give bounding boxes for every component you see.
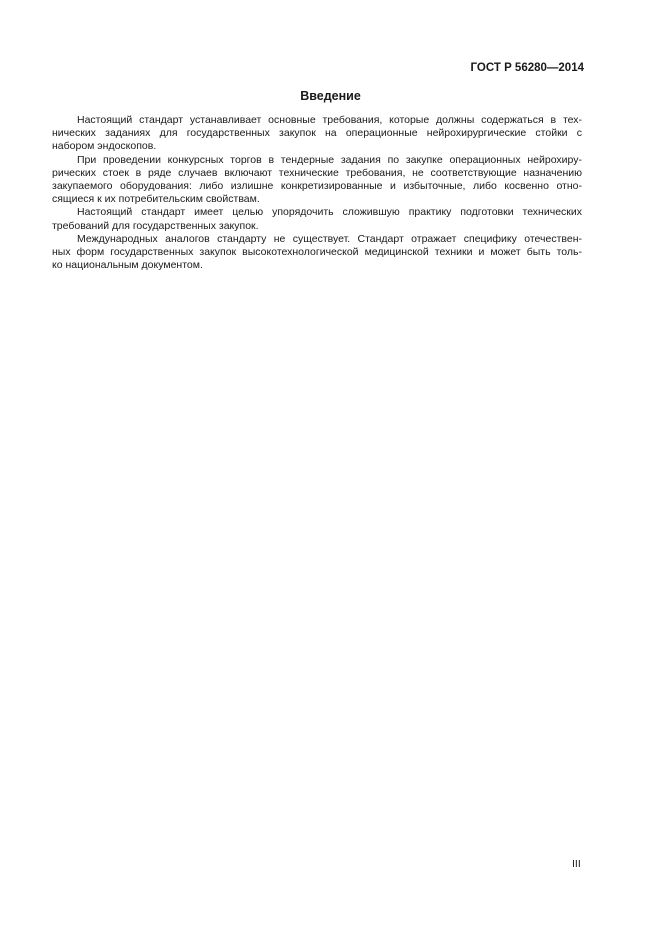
paragraph-2 bbox=[52, 154, 582, 207]
text-line: ко национальным документом. bbox=[52, 259, 203, 272]
text-line: набором эндоскопов. bbox=[52, 140, 157, 153]
text-line: При проведении конкурсных торгов в тендерные задания по закупке операционных нейрохиру- bbox=[77, 153, 582, 166]
standard-code: ГОСТ Р 56280—2014 bbox=[470, 62, 584, 74]
section-title: Введение bbox=[300, 89, 361, 103]
text-line: сящиеся к их потребительским свойствам. bbox=[52, 193, 260, 206]
paragraph-4 bbox=[52, 233, 582, 273]
text-line: Международных аналогов стандарту не существует. Стандарт отражает специфику отечествен- bbox=[77, 232, 582, 245]
text-line: Настоящий стандарт имеет целью упорядочить сложившую практику подготовки технических bbox=[77, 206, 582, 219]
paragraph-3 bbox=[52, 206, 582, 232]
text-line: нических заданиях для государственных закупок на операционные нейрохирургические стойки с bbox=[52, 127, 582, 140]
paragraph-1 bbox=[52, 114, 582, 154]
text-line: закупаемого оборудования: либо излишне конкретизированные и избыточные, либо косвенно отно- bbox=[52, 180, 582, 193]
page-number: III bbox=[572, 858, 581, 870]
introduction-body bbox=[52, 114, 582, 272]
text-line: ных форм государственных закупок высокотехнологической медицинской техники и может быть толь- bbox=[52, 246, 582, 259]
text-line: рических стоек в ряде случаев включают технические требования, не соответствующие назначению bbox=[52, 166, 582, 179]
text-line: Настоящий стандарт устанавливает основные требования, которые должны содержаться в тех- bbox=[77, 114, 582, 126]
text-line: требований для государственных закупок. bbox=[52, 219, 259, 232]
